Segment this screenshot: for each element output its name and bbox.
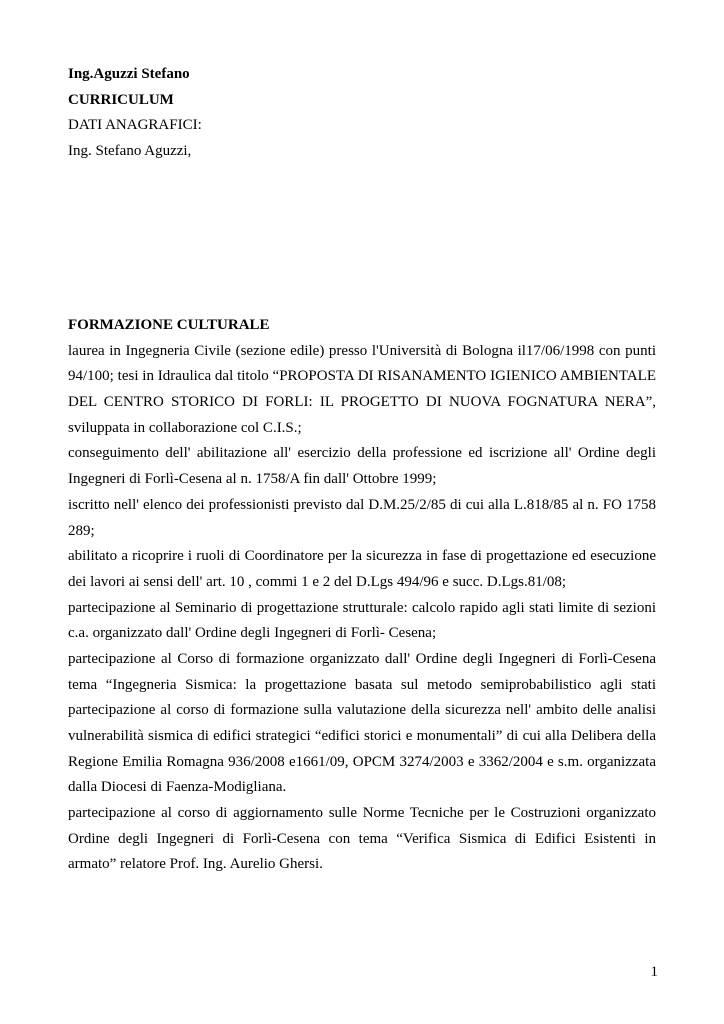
- paragraph-line: abilitato a ricoprire i ruoli di Coordinatore per la sicurezza in fase di progettazione ed esecuzione: [68, 548, 656, 565]
- paragraph-line: c.a. organizzato dall' Ordine degli Ingegneri di Forlì- Cesena;: [68, 625, 437, 642]
- person-name: Ing. Stefano Aguzzi,: [68, 143, 192, 160]
- section-heading-formazione: FORMAZIONE CULTURALE: [68, 317, 270, 333]
- paragraph-line: tema “Ingegneria Sismica: la progettazione basata sul metodo semiprobabilistico agli stati: [68, 676, 656, 693]
- paragraph-line: Regione Emilia Romagna 936/2008 e1661/09, OPCM 3274/2003 e 3362/2004 e s.m. organizzata: [68, 753, 656, 770]
- paragraph-line: partecipazione al Seminario di progettazione strutturale: calcolo rapido agli stati limite di sezioni: [68, 599, 656, 616]
- document-title: CURRICULUM: [68, 91, 174, 108]
- paragraph-line: partecipazione al corso di formazione sulla valutazione della sicurezza nell' ambito delle analisi: [68, 702, 656, 719]
- paragraph-line: partecipazione al corso di aggiornamento sulle Norme Tecniche per le Costruzioni organizzato: [68, 805, 656, 822]
- paragraph-line: 289;: [68, 522, 95, 539]
- author-name: Ing.Aguzzi Stefano: [68, 66, 190, 82]
- formazione-body: [68, 339, 656, 878]
- paragraph-line: armato” relatore Prof. Ing. Aurelio Ghersi.: [68, 856, 323, 873]
- paragraph-line: vulnerabilità sismica di edifici strategici “edifici storici e monumentali” di cui alla Delibera della: [68, 728, 656, 744]
- section-label-dati-anagrafici: DATI ANAGRAFICI:: [68, 117, 202, 134]
- paragraph-line: sviluppata in collaborazione col C.I.S.;: [68, 419, 302, 436]
- paragraph-line: 94/100; tesi in Idraulica dal titolo “PROPOSTA DI RISANAMENTO IGIENICO AMBIENTALE: [68, 368, 656, 385]
- paragraph-line: dalla Diocesi di Faenza-Modigliana.: [68, 779, 287, 796]
- paragraph-line: Ordine degli Ingegneri di Forlì-Cesena con tema “Verifica Sismica di Edifici Esistenti in: [68, 830, 656, 847]
- paragraph-line: conseguimento dell' abilitazione all' esercizio della professione ed iscrizione all' Ordine degli: [68, 445, 656, 462]
- formazione-section: [68, 313, 656, 878]
- paragraph-line: Ingegneri di Forlì-Cesena al n. 1758/A fin dall' Ottobre 1999;: [68, 471, 437, 488]
- paragraph-line: partecipazione al Corso di formazione organizzato dall' Ordine degli Ingegneri di Forlì-Cesena: [68, 650, 656, 667]
- paragraph-line: laurea in Ingegneria Civile (sezione edile) presso l'Università di Bologna il17/06/1998 con punti: [68, 342, 656, 359]
- paragraph-line: iscritto nell' elenco dei professionisti previsto dal D.M.25/2/85 di cui alla L.818/85 al n. FO 1758: [68, 496, 656, 513]
- page-number: 1: [650, 964, 658, 980]
- header-block: [68, 62, 656, 165]
- paragraph-line: dei lavori ai sensi dell' art. 10 , commi 1 e 2 del D.Lgs 494/96 e succ. D.Lgs.81/08;: [68, 573, 567, 590]
- paragraph-line: DEL CENTRO STORICO DI FORLI: IL PROGETTO DI NUOVA FOGNATURA NERA”,: [68, 394, 656, 411]
